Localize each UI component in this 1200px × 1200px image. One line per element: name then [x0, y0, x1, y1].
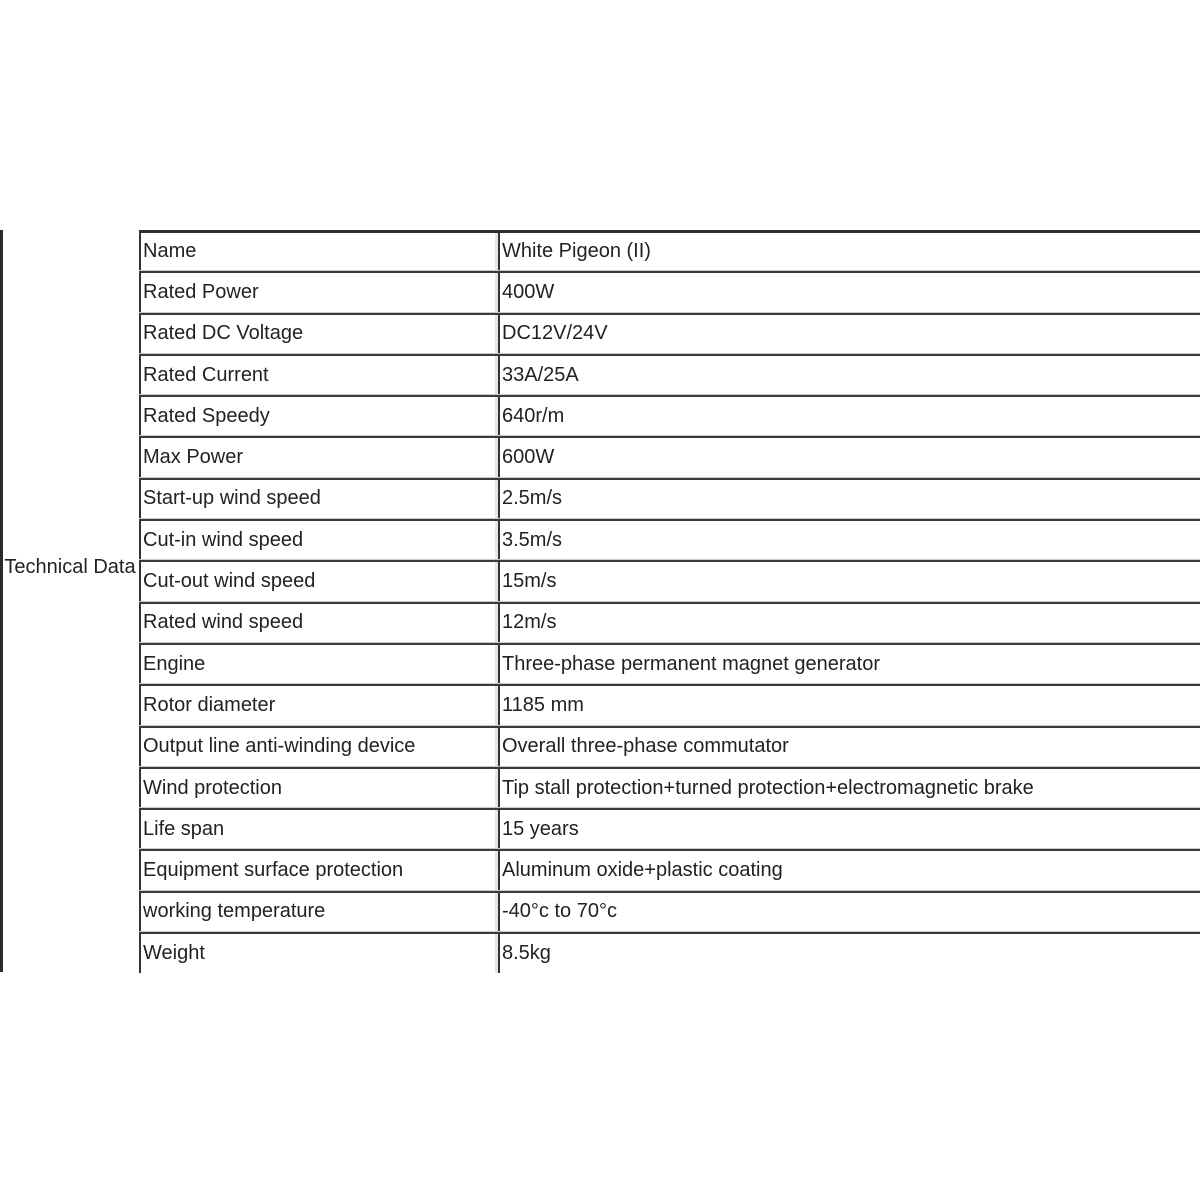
spec-row — [139, 643, 1200, 684]
spec-name-cell: Engine — [139, 645, 495, 683]
spec-value-cell: 15m/s — [498, 562, 1200, 600]
spec-value-cell: 2.5m/s — [498, 480, 1200, 518]
spec-value-cell: DC12V/24V — [498, 315, 1200, 353]
spec-name-cell: Rated Power — [139, 273, 495, 311]
spec-name-cell: working temperature — [139, 893, 495, 931]
spec-name-cell: Output line anti-winding device — [139, 728, 495, 766]
spec-value-cell: Aluminum oxide+plastic coating — [498, 851, 1200, 889]
spec-row — [139, 560, 1200, 601]
spec-value-cell: 1185 mm — [498, 686, 1200, 724]
spec-row — [139, 932, 1200, 973]
spec-row — [139, 849, 1200, 890]
spec-row — [139, 395, 1200, 436]
spec-name-cell: Weight — [139, 934, 495, 973]
spec-row — [139, 891, 1200, 932]
section-label: Technical Data — [4, 556, 136, 578]
spec-value-cell: 640r/m — [498, 397, 1200, 435]
spec-value-cell: 3.5m/s — [498, 521, 1200, 559]
spec-value-cell: 600W — [498, 438, 1200, 476]
spec-row — [139, 313, 1200, 354]
spec-value-cell: Overall three-phase commutator — [498, 728, 1200, 766]
spec-row — [139, 230, 1200, 271]
spec-value-cell: White Pigeon (II) — [498, 233, 1200, 270]
spec-table — [139, 230, 1200, 973]
spec-row — [139, 271, 1200, 312]
spec-row — [139, 684, 1200, 725]
spec-name-cell: Cut-out wind speed — [139, 562, 495, 600]
spec-name-cell: Name — [139, 233, 495, 270]
spec-name-cell: Max Power — [139, 438, 495, 476]
spec-value-cell: 400W — [498, 273, 1200, 311]
left-border — [0, 230, 3, 972]
spec-name-cell: Wind protection — [139, 769, 495, 807]
spec-name-cell: Rated DC Voltage — [139, 315, 495, 353]
spec-row — [139, 726, 1200, 767]
spec-row — [139, 354, 1200, 395]
spec-value-cell: -40°c to 70°c — [498, 893, 1200, 931]
spec-row — [139, 519, 1200, 560]
spec-name-cell: Life span — [139, 810, 495, 848]
spec-value-cell: 8.5kg — [498, 934, 1200, 973]
spec-name-cell: Rated wind speed — [139, 604, 495, 642]
spec-row — [139, 478, 1200, 519]
spec-value-cell: 15 years — [498, 810, 1200, 848]
spec-value-cell: Three-phase permanent magnet generator — [498, 645, 1200, 683]
spec-value-cell: 33A/25A — [498, 356, 1200, 394]
spec-name-cell: Rated Current — [139, 356, 495, 394]
spec-row — [139, 602, 1200, 643]
spec-name-cell: Start-up wind speed — [139, 480, 495, 518]
spec-name-cell: Cut-in wind speed — [139, 521, 495, 559]
spec-name-cell: Rated Speedy — [139, 397, 495, 435]
spec-row — [139, 767, 1200, 808]
spec-name-cell: Equipment surface protection — [139, 851, 495, 889]
spec-sheet — [0, 230, 1200, 972]
spec-row — [139, 808, 1200, 849]
spec-value-cell: 12m/s — [498, 604, 1200, 642]
spec-row — [139, 436, 1200, 477]
spec-name-cell: Rotor diameter — [139, 686, 495, 724]
spec-value-cell: Tip stall protection+turned protection+electromagnetic brake — [498, 769, 1200, 807]
